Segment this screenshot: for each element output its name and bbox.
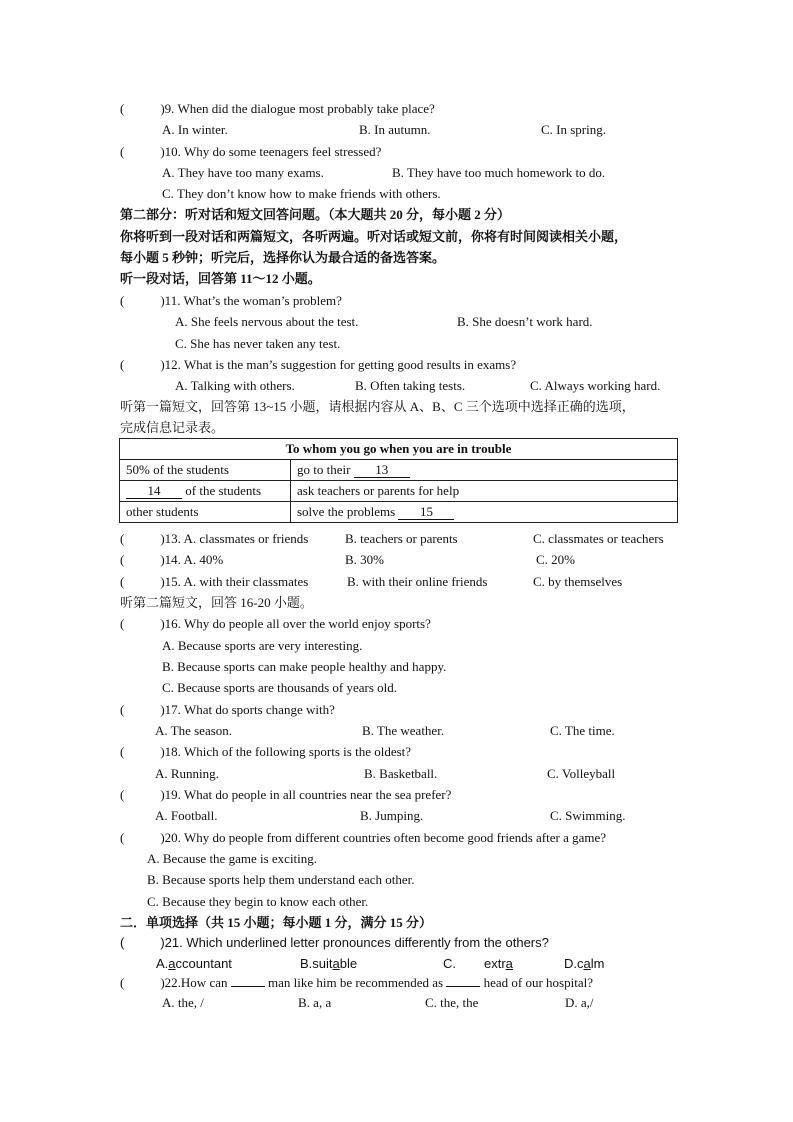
- answer-paren: (: [120, 935, 125, 950]
- option-c: C. They don’t know how to make friends with others.: [162, 186, 441, 201]
- underlined-letter: a: [168, 956, 176, 971]
- option-label: C.: [443, 956, 456, 971]
- question-stem: )12. What is the man’s suggestion for getting good results in exams?: [160, 357, 517, 372]
- question-17: [120, 702, 335, 718]
- option-b: B. They have too much homework to do.: [392, 165, 606, 180]
- option-b: B. teachers or parents: [345, 531, 458, 546]
- question-stem: man like him be recommended as: [264, 975, 447, 990]
- answer-paren: (: [120, 830, 125, 845]
- blank-article-1[interactable]: [231, 986, 265, 987]
- question-20: [120, 830, 606, 846]
- table-row: [120, 502, 678, 523]
- answer-paren: (: [120, 616, 125, 631]
- passage2-heading: 听第二篇短文，回答 16-20 小题。: [120, 595, 313, 610]
- underlined-letter: a: [583, 956, 591, 971]
- answer-paren: (: [120, 101, 125, 116]
- question-stem: )15. A. with their classmates: [160, 574, 309, 589]
- question-stem: )9. When did the dialogue most probably take place?: [160, 101, 435, 116]
- cell-text: other students: [126, 504, 199, 519]
- cell-text: solve the problems: [297, 504, 399, 519]
- cell-text: ask teachers or parents for help: [297, 483, 460, 498]
- option-b: B. Because sports can make people healthy and happy.: [162, 659, 447, 674]
- option-a: A. The season.: [155, 723, 233, 738]
- option-c: C. She has never taken any test.: [175, 336, 341, 351]
- option-a: A. Running.: [155, 766, 219, 781]
- option-a: A. Because the game is exciting.: [147, 851, 318, 866]
- option-b: B. She doesn’t work hard.: [457, 314, 593, 329]
- option-a: A. Because sports are very interesting.: [162, 638, 363, 653]
- question-11: [120, 293, 342, 309]
- question-stem: )16. Why do people all over the world enjoy sports?: [160, 616, 431, 631]
- answer-paren: (: [120, 144, 125, 159]
- question-21: [120, 935, 549, 951]
- table-row: [120, 460, 678, 481]
- blank-14[interactable]: 14: [126, 484, 182, 499]
- answer-paren: (: [120, 552, 125, 567]
- table-title: To whom you go when you are in trouble: [120, 439, 678, 460]
- question-stem: head of our hospital?: [480, 975, 593, 990]
- option-a: A. They have too many exams.: [162, 165, 324, 180]
- question-9: [120, 101, 435, 117]
- info-record-table: [119, 438, 678, 523]
- question-stem: )18. Which of the following sports is the oldest?: [160, 744, 412, 759]
- part2-instructions-2: 每小题 5 秒钟；听完后，选择你认为最合适的备选答案。: [120, 250, 446, 265]
- table-row: [120, 481, 678, 502]
- option-c: C. In spring.: [541, 122, 606, 137]
- passage1-instructions-2: 完成信息记录表。: [120, 420, 225, 435]
- question-18: [120, 744, 411, 760]
- option-b: B. Because sports help them understand each other.: [147, 872, 415, 887]
- option-c: [443, 956, 513, 972]
- option-b: B. a, a: [298, 995, 332, 1010]
- question-stem: )22.How can: [160, 975, 231, 990]
- option-b: B. The weather.: [362, 723, 445, 738]
- option-c: C. the, the: [425, 995, 479, 1010]
- dialog-heading: 听一段对话，回答第 11～12 小题。: [120, 271, 321, 286]
- option-label: D.c: [564, 956, 584, 971]
- option-b: B. 30%: [345, 552, 384, 567]
- option-a: [156, 956, 232, 972]
- question-16: [120, 616, 431, 632]
- table-cell: [120, 502, 291, 523]
- option-a: A. the, /: [162, 995, 204, 1010]
- option-c: C. classmates or teachers: [533, 531, 664, 546]
- option-b: B. Basketball.: [364, 766, 438, 781]
- option-c: C. Volleyball: [547, 766, 616, 781]
- option-c: C. by themselves: [533, 574, 623, 589]
- question-stem: )17. What do sports change with?: [160, 702, 335, 717]
- option-text: extr: [484, 956, 506, 971]
- table-cell: [291, 481, 678, 502]
- answer-paren: (: [120, 744, 125, 759]
- table-cell: [291, 502, 678, 523]
- blank-13[interactable]: 13: [354, 463, 410, 478]
- table-cell: [120, 481, 291, 502]
- question-stem: )10. Why do some teenagers feel stressed?: [160, 144, 382, 159]
- option-text: ccountant: [175, 956, 232, 971]
- table-row: [120, 439, 678, 460]
- underlined-letter: a: [332, 956, 340, 971]
- question-15: [120, 574, 308, 590]
- question-stem: )19. What do people in all countries near the sea prefer?: [160, 787, 452, 802]
- underlined-letter: a: [505, 956, 513, 971]
- question-stem: )14. A. 40%: [160, 552, 224, 567]
- answer-paren: (: [120, 574, 125, 589]
- answer-paren: (: [120, 293, 125, 308]
- answer-paren: (: [120, 702, 125, 717]
- passage1-instructions-1: 听第一篇短文，回答第 13~15 小题，请根据内容从 A、B、C 三个选项中选择正确的选项，: [120, 399, 635, 414]
- answer-paren: (: [120, 357, 125, 372]
- option-label: A.: [156, 956, 169, 971]
- option-d: [564, 956, 604, 972]
- cell-text: go to their: [297, 462, 354, 477]
- option-b: B. with their online friends: [347, 574, 488, 589]
- table-cell: [291, 460, 678, 481]
- option-text: ble: [339, 956, 358, 971]
- question-stem: )13. A. classmates or friends: [160, 531, 309, 546]
- option-a: A. In winter.: [162, 122, 228, 137]
- part2-instructions-1: 你将听到一段对话和两篇短文，各听两遍。听对话或短文前，你将有时间阅读相关小题，: [120, 229, 628, 244]
- blank-article-2[interactable]: [446, 986, 480, 987]
- option-c: C. Swimming.: [550, 808, 626, 823]
- option-c: C. Because sports are thousands of years old.: [162, 680, 398, 695]
- table-cell: [120, 460, 291, 481]
- answer-paren: (: [120, 787, 125, 802]
- option-text: lm: [590, 956, 605, 971]
- cell-text: of the students: [182, 483, 262, 498]
- question-13: [120, 531, 308, 547]
- question-stem: )21. Which underlined letter pronounces differently from the others?: [160, 935, 549, 950]
- option-c: C. The time.: [550, 723, 615, 738]
- question-stem: )11. What’s the woman’s problem?: [160, 293, 342, 308]
- option-a: A. Football.: [155, 808, 218, 823]
- option-a: A. She feels nervous about the test.: [175, 314, 359, 329]
- part2-heading: 第二部分：听对话和短文回答问题。（本大题共 20 分，每小题 2 分）: [120, 207, 511, 222]
- option-a: A. Talking with others.: [175, 378, 295, 393]
- answer-paren: (: [120, 975, 125, 990]
- question-10: [120, 144, 381, 160]
- option-d: D. a,/: [565, 995, 594, 1010]
- option-c: C. Because they begin to know each other.: [147, 894, 369, 909]
- answer-paren: (: [120, 531, 125, 546]
- option-b: [300, 956, 357, 972]
- question-19: [120, 787, 451, 803]
- option-b: B. In autumn.: [359, 122, 431, 137]
- question-14: [120, 552, 223, 568]
- option-b: B. Often taking tests.: [355, 378, 466, 393]
- blank-15[interactable]: 15: [398, 505, 454, 520]
- option-b: B. Jumping.: [360, 808, 424, 823]
- option-c: C. Always working hard.: [530, 378, 661, 393]
- question-12: [120, 357, 516, 373]
- question-22: [120, 975, 593, 991]
- option-label: B.suit: [300, 956, 333, 971]
- option-c: C. 20%: [536, 552, 575, 567]
- section2-heading: 二．单项选择（共 15 小题；每小题 1 分，满分 15 分）: [120, 915, 433, 930]
- question-stem: )20. Why do people from different countries often become good friends after a game?: [160, 830, 607, 845]
- cell-text: 50% of the students: [126, 462, 229, 477]
